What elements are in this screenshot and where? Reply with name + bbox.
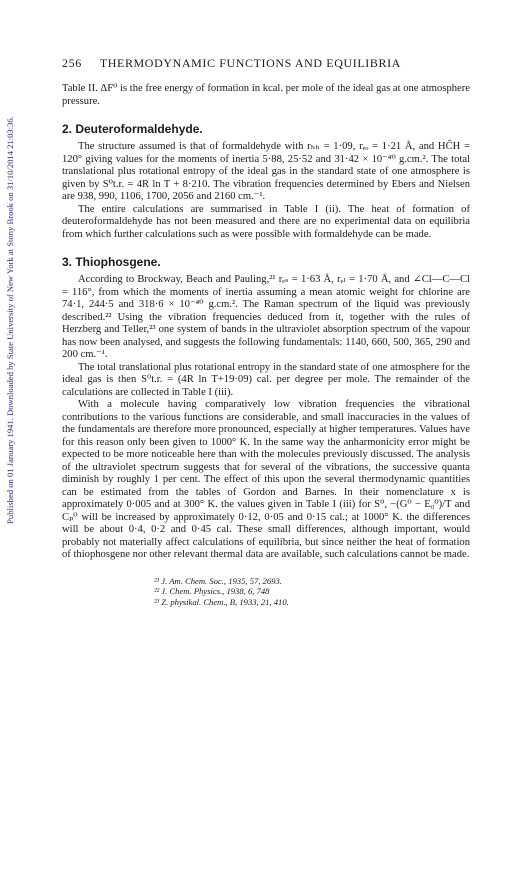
- intro-paragraph: Table II. ΔF⁰ is the free energy of formation in kcal. per mole of the ideal gas at one atmosphere pressure.: [62, 83, 470, 107]
- section-3-paragraph-1: According to Brockway, Beach and Pauling,²¹ rₑₛ = 1·63 Å, rₑₗ = 1·70 Å, and ∠Cl—C—Cl = 116°, from which the moments of inertia assuming a mean atomic weight for chlorine are 74·1, 244·5 and 318·6 × 10⁻⁴⁰ g.cm.². The Raman spectrum of the liquid was previously described.²² Using the vibration frequencies deduced from it, together with the rules of Herzberg and Teller,²³ one system of bands in the ultraviolet absorption spectrum of the vapour has now been analysed, and suggests the following fundamentals: 1140, 660, 500, 365, 290 and 200 cm.⁻¹.: [62, 274, 470, 360]
- page: [62, 56, 470, 607]
- section-2-paragraph-1: The structure assumed is that of formaldehyde with rₕₕ = 1·09, rₑₒ = 1·21 Å, and HĈH = 120° giving values for the moments of inertia 5·88, 25·52 and 31·42 × 10⁻⁴⁰ g.cm.². The total translational plus rotational entropy of the ideal gas in the standard state of one atmosphere is given by S⁰t.r. = 4R ln T + 8·210. The vibration frequencies determined by Ebers and Nielsen are 938, 990, 1106, 1700, 2056 and 2160 cm.⁻¹.: [62, 141, 470, 202]
- page-number: 256: [62, 56, 82, 70]
- footnotes: [62, 576, 470, 608]
- section-3-heading: 3. Thiophosgene.: [62, 255, 161, 269]
- running-header: [62, 56, 470, 71]
- section-3-paragraph-2: The total translational plus rotational entropy in the standard state of one atmosphere for the ideal gas is then S⁰t.r. = (4R ln T+19·09) cal. per degree per mole. The remainder of the calculations are collected in Table I (iii).: [62, 361, 470, 398]
- download-stamp-text: Published on 01 January 1941. Downloaded by State University of New York at Stony Brook on 31/10/2014 21:03:36.: [5, 116, 15, 524]
- running-title: THERMODYNAMIC FUNCTIONS AND EQUILIBRIA: [99, 56, 401, 70]
- download-stamp: [4, 40, 16, 600]
- footnote: ²² J. Chem. Physics., 1938, 6, 748: [154, 586, 270, 596]
- section-2-heading: 2. Deuteroformaldehyde.: [62, 122, 203, 136]
- section-2-paragraph-2: The entire calculations are summarised in Table I (ii). The heat of formation of deuteroformaldehyde has not been measured and there are no experimental data on equilibria from which further calculations such as were possible with formaldehyde can be made.: [62, 203, 470, 240]
- footnote: ²¹ J. Am. Chem. Soc., 1935, 57, 2693.: [154, 575, 282, 586]
- section-3-paragraph-3: With a molecule having comparatively low vibration frequencies the vibrational contributions to the various functions are considerable, and small inaccuracies in the values of the fundamentals are therefore more pronounced, especially at higher temperatures. Values have for this reason only been given to 1000° K. In the same way the anharmonicity error might be expected to be more noticeable here than with the molecules previously discussed. The analysis of the ultraviolet spectrum suggests that for several of the vibrations, the successive quanta diminish by roughly 1 per cent. The effect of this upon the several thermodynamic quantities can be estimated from the tables of Gordon and Barnes. In their nomenclature x is approximately 0·005 and at 300° K. the values given in Table I (iii) for S⁰, −(G⁰ − E₀⁰)/T and Cₚ⁰ will be increased by approximately 0·12, 0·05 and 0·15 cal.; at 1000° K. the differences will be about 0·4, 0·2 and 0·45 cal. These small differences, although important, would probably not materially affect calculations of equilibria, but since neither the heat of formation of thiophosgene nor other relevant thermal data are available, such calculations cannot be made.: [62, 399, 470, 560]
- footnote: ²³ Z. physikal. Chem., B, 1933, 21, 410.: [154, 596, 289, 607]
